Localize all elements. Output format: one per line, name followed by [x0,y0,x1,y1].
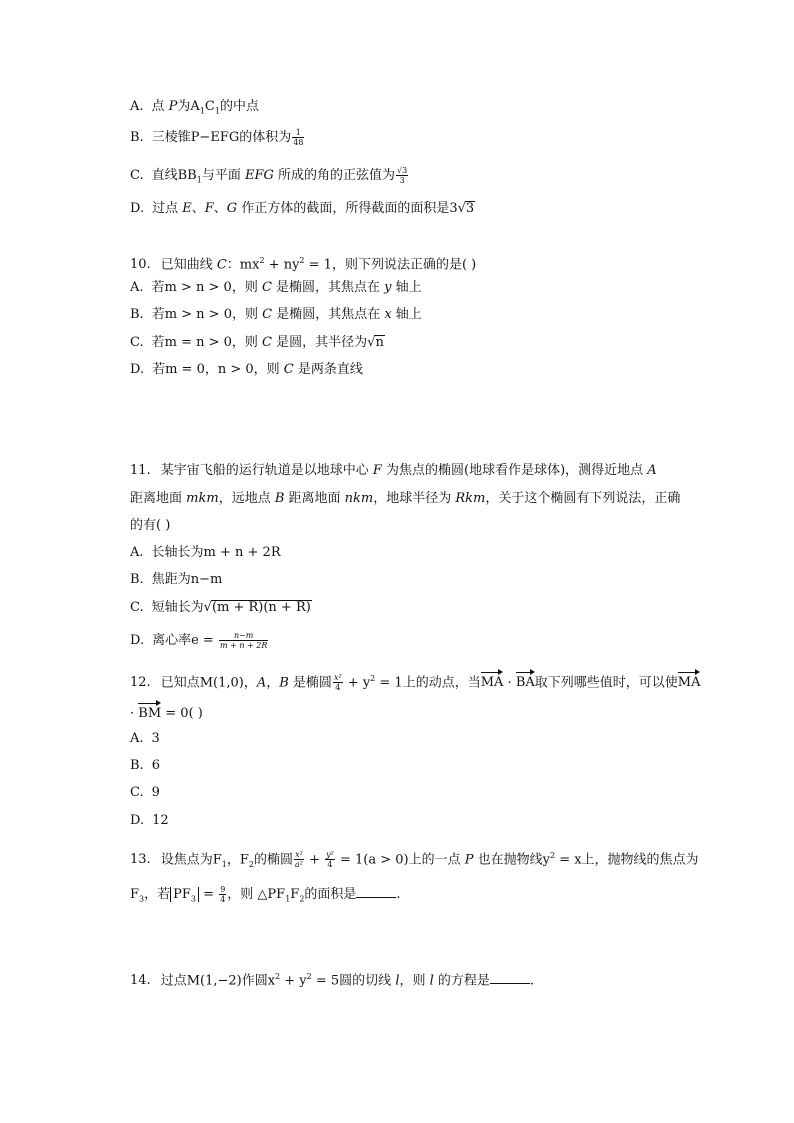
q13-stem-line2: $F_3$，若 $PF_3$ = $\frac{9}{4}$ ，则 $\triangle PF_1F_2$的面积是 . [130,885,401,904]
fraction: $\frac{\text{x²}}{\text{a²}}$ [294,850,303,870]
q11-stem-line2: 距离地面 mkm，远地点 B 距离地面 nkm，地球半径为 Rkm，关于这个椭圆有下列说法，正确 [130,491,681,506]
q11-stem-line1: 11. 某宇宙飞船的运行轨道是以地球中心 F 为焦点的椭圆(地球看作是球体)，测得近地点 A [130,463,657,478]
q10-option-b: B. 若m > n > 0，则 C 是椭圆，其焦点在 x 轴上 [130,307,422,322]
q9-option-a: A. 点 P为$A_1C_1$的中点 [130,99,259,116]
q12-stem-line1: 12. 已知点M(1,0)，A，B 是椭圆 $\frac{\text{x²}}{4}$ + $y^2 = 1$上的动点，当MA · BA取下列哪些值时，可以使MA [130,673,701,693]
q12-option-b: B. 6 [130,758,160,773]
fraction: $\frac{\text{x²}}{4}$ [333,673,342,693]
q12-option-c: C. 9 [130,785,160,800]
q9-option-c: C. 直线$BB_1$与平面 EFG 所成的角的正弦值为 $\frac{√3}{3}$ [130,166,408,185]
q12-stem-line2: · BM = 0( ) [130,703,203,723]
fraction: $\frac{\text{y²}}{4}$ [326,850,334,870]
vector-bm: BM [138,703,161,723]
q11-option-a: A. 长轴长为m + n + 2R [130,545,281,560]
fraction: $\frac{9}{4}$ [220,885,226,904]
q10-stem: 10. 已知曲线 C：$mx^2 + ny^2 = 1$，则下列说法正确的是( ) [130,256,477,273]
answer-blank[interactable] [356,887,396,898]
fraction: $\frac{1}{48}$ [293,128,304,147]
vector-ma: MA [481,672,504,692]
vector-ba: BA [516,672,535,692]
q13-stem-line1: 13. 设焦点为$F_1$，$F_2$的椭圆 $\frac{\text{x²}}{\text{a²}}$ + $\frac{\text{y²}}{4}$ = 1(a > 0)上的一点 P 也在抛物线$y^2 = x$上，抛物线的焦点为 [130,850,699,870]
q10-option-a: A. 若m > n > 0，则 C 是椭圆，其焦点在 y 轴上 [130,280,422,295]
q12-option-d: D. 12 [130,813,169,828]
fraction: $\frac{√3}{3}$ [397,166,408,185]
q11-stem-line3: 的有( ) [130,518,171,533]
q10-option-d: D. 若m = 0，n > 0，则 C 是两条直线 [130,362,363,377]
answer-blank[interactable] [490,973,530,984]
q9-option-d: D. 过点 E、F、G 作正方体的截面，所得截面的面积是3√3 [130,201,475,216]
q10-option-c: C. 若m = n > 0，则 C 是圆，其半径为√n [130,335,384,350]
q11-option-c: C. 短轴长为√(m + R)(n + R) [130,600,311,615]
q11-option-b: B. 焦距为n−m [130,572,223,587]
fraction: $\frac{n-m}{m + n + 2R}$ [219,631,268,650]
q11-option-d: D. 离心率e = $\frac{n-m}{m + n + 2R}$ [130,631,268,650]
q12-option-a: A. 3 [130,731,160,746]
q9-option-b: B. 三棱锥P−EFG的体积为 $\frac{1}{48}$ [130,128,304,147]
vector-ma-2: MA [678,672,701,692]
q14-stem: 14. 过点M(1,−2)作圆$x^2 + y^2 = 5$圆的切线 l，则 l 的方程是 . [130,972,535,989]
